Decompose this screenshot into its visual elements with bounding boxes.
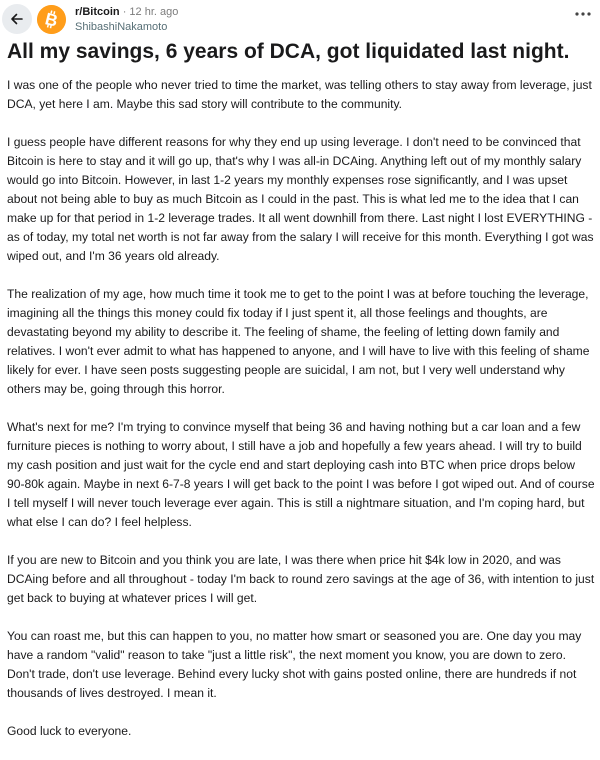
subreddit-link[interactable]: r/Bitcoin — [75, 6, 120, 18]
more-horizontal-icon — [574, 11, 592, 17]
subreddit-avatar[interactable] — [37, 5, 66, 34]
post-body — [7, 76, 595, 760]
post-header — [0, 0, 600, 40]
post-paragraph: If you are new to Bitcoin and you think you are late, I was there when price hit $4k low in 2020, and was DCAing before and all throughout - today I'm back to round zero savings at the age of 36, with intention to just get back to buying at whatever prices I will get. — [7, 553, 595, 605]
post-paragraph: What's next for me? I'm trying to convince myself that being 36 and having nothing but a car loan and a few furniture pieces is nothing to worry about, I still have a job and hopefully a few years ahead. I will try to build my cash position and just wait for the cycle end and start deploying cash into BTC when price drops below 90-80k again. Maybe in next 6-7-8 years I will get back to the point I was before I got wiped out. And of course I tell myself I will never touch leverage ever again. This is still a nightmare situation, and I'm coping hard, but what else I can do? I feel helpless. — [7, 420, 595, 529]
post-paragraph: I was one of the people who never tried to time the market, was telling others to stay away from leverage, just DCA, yet here I am. Maybe this sad story will contribute to the community. — [7, 78, 592, 111]
svg-text:B: B — [43, 9, 60, 31]
post-paragraph: I guess people have different reasons for why they end up using leverage. I don't need to be convinced that Bitcoin is here to stay and it will go up, that's why I was all-in DCAing. Anything left out of my monthly salary would go into Bitcoin. However, in last 1-2 years my monthly expenses rose significantly, and I was upset about not being able to buy as much Bitcoin as I could in the past. This is what led me to the idea that I can make up for that period in 1-2 leverage trades. It all went downhill from there. Last night I lost EVERYTHING - as of today, my total net worth is not far away from the salary I will receive for this month. Everything I got was wiped out, and I'm 36 years old already. — [7, 135, 594, 263]
post-paragraph: Good luck to everyone. — [7, 724, 132, 738]
bitcoin-icon — [37, 5, 66, 34]
post-paragraph: The realization of my age, how much time it took me to get to the point I was at before touching the leverage, imagining all the things this money could fix today if I just spent it, all those feelings and thoughts, are devastating beyond my ability to describe it. The feeling of shame, the feeling of letting down family and relatives. I won't ever admit to what has happened to anyone, and I will have to live with this feeling of shame likely for ever. I have seen posts suggesting people are suicidal, I am not, but I very well understand why others may be, going through this horror. — [7, 287, 590, 396]
more-options-button[interactable] — [572, 8, 594, 22]
post-meta — [75, 6, 178, 34]
post-paragraph: You can roast me, but this can happen to you, no matter how smart or seasoned you are. One day you may have a random "valid" reason to take "just a little risk", the next moment you know, you are down to zero. Don't trade, don't use leverage. Behind every lucky shot with gains posted online, there are hundreds if not thousands of lives destroyed. I mean it. — [7, 629, 582, 700]
meta-line — [75, 6, 178, 19]
post-timestamp: 12 hr. ago — [129, 6, 179, 18]
back-button[interactable] — [2, 4, 32, 34]
author-username[interactable]: ShibashiNakamoto — [75, 21, 168, 33]
meta-separator: · — [122, 6, 127, 18]
arrow-left-icon — [9, 11, 25, 27]
post-title: All my savings, 6 years of DCA, got liquidated last night. — [7, 40, 570, 63]
